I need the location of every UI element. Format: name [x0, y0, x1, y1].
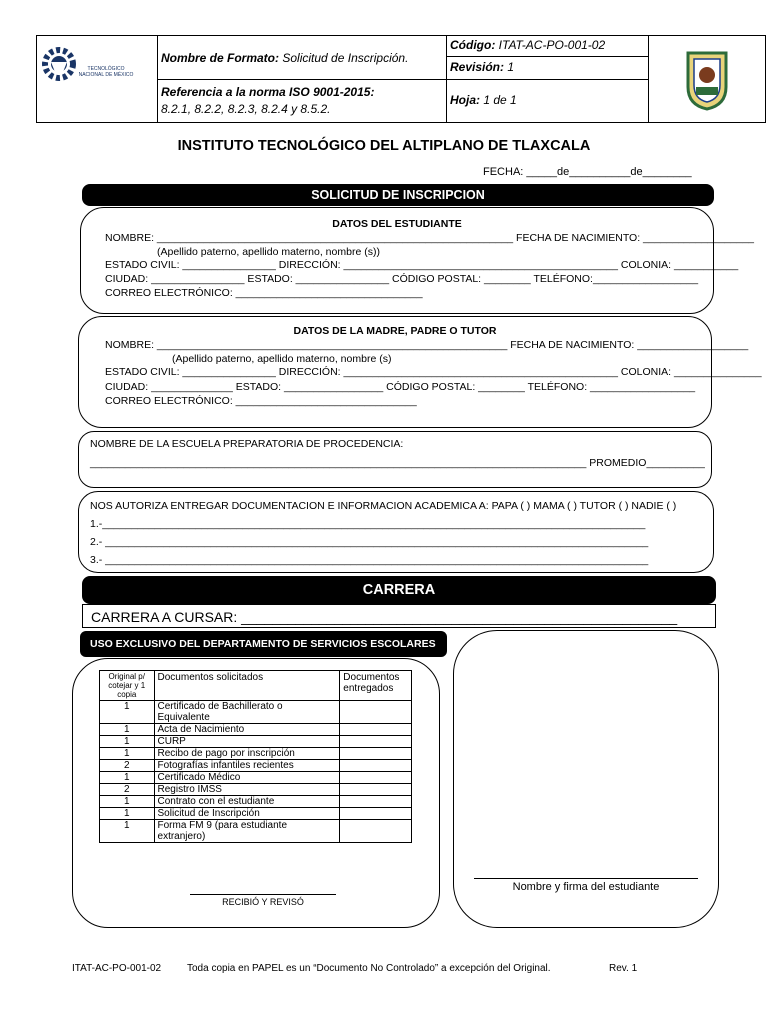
tutor-direccion-line[interactable]: ESTADO CIVIL: ________________ DIRECCIÓN: _______________________________________________ COLONIA: _______________: [105, 366, 762, 378]
footer-rev: Rev. 1: [609, 963, 638, 974]
footer-code: ITAT-AC-PO-001-02: [72, 963, 162, 974]
row-doc: Contrato con el estudiante: [154, 796, 340, 808]
authorization-line-2[interactable]: 2.- _____________________________________________________________________________________________: [90, 536, 649, 548]
student-signature-label: Nombre y firma del estudiante: [512, 881, 660, 893]
recibio-label: RECIBIÓ Y REVISÓ: [222, 897, 304, 907]
row-doc: Certificado Médico: [154, 772, 340, 784]
header-codigo-cell: [447, 36, 649, 57]
carrera-line[interactable]: CARRERA A CURSAR: ________________________________________________________: [91, 609, 678, 625]
authorization-line-1[interactable]: 1.-_____________________________________________________________________________________________: [90, 518, 646, 530]
school-line[interactable]: _____________________________________________________________________________________ PROMEDIO__________: [90, 457, 705, 469]
header-hoja-cell: [447, 80, 649, 123]
row-doc: Acta de Nacimiento: [154, 724, 340, 736]
row-qty: 1: [100, 796, 155, 808]
table-row: [100, 808, 412, 820]
row-qty: 2: [100, 760, 155, 772]
student-data-title: DATOS DEL ESTUDIANTE: [332, 218, 462, 230]
hoja-label: Hoja:: [450, 93, 480, 107]
header-documentos-entregados: Documentos entregados: [340, 671, 412, 701]
header-revision-cell: [447, 57, 649, 80]
header-documentos-solicitados: Documentos solicitados: [154, 671, 340, 701]
row-qty: 1: [100, 772, 155, 784]
tutor-nombre-line[interactable]: NOMBRE: ____________________________________________________________ FECHA DE NACIMIENTO: ___________________: [105, 339, 749, 351]
revision-value: 1: [507, 60, 515, 74]
authorization-line-3[interactable]: 3.- _____________________________________________________________________________________________: [90, 554, 649, 566]
row-check[interactable]: [340, 760, 412, 772]
tutor-ciudad-line[interactable]: CIUDAD: ______________ ESTADO: _________________ CÓDIGO POSTAL: ________ TELÉFONO: __________________: [105, 381, 696, 393]
row-check[interactable]: [340, 820, 412, 843]
formato-label: Nombre de Formato:: [161, 51, 280, 65]
solicitud-title-bar: SOLICITUD DE INSCRIPCION: [82, 184, 714, 206]
table-row: [100, 701, 412, 724]
row-check[interactable]: [340, 808, 412, 820]
document-header: [36, 35, 766, 123]
school-label: NOMBRE DE LA ESCUELA PREPARATORIA DE PROCEDENCIA:: [90, 438, 404, 450]
row-qty: 1: [100, 748, 155, 760]
row-doc: Registro IMSS: [154, 784, 340, 796]
authorization-label[interactable]: NOS AUTORIZA ENTREGAR DOCUMENTACION E INFORMACION ACADEMICA A: PAPA ( ) MAMA ( ) TUTOR ( ) NADIE ( ): [90, 500, 677, 512]
tutor-data-title: DATOS DE LA MADRE, PADRE O TUTOR: [293, 325, 497, 337]
row-check[interactable]: [340, 796, 412, 808]
logo-text-2: NACIONAL DE MÉXICO: [78, 72, 134, 78]
student-correo-line[interactable]: CORREO ELECTRÓNICO: ________________________________: [105, 287, 423, 299]
table-row: [100, 820, 412, 843]
student-nombre-line[interactable]: NOMBRE: _____________________________________________________________ FECHA DE NACIMIENTO: ___________________: [105, 232, 754, 244]
table-row: [100, 796, 412, 808]
table-row: [100, 772, 412, 784]
row-qty: 1: [100, 808, 155, 820]
formato-value: Solicitud de Inscripción.: [282, 51, 409, 65]
table-row: [100, 760, 412, 772]
tecnm-logo-icon: [39, 44, 79, 84]
codigo-label: Código:: [450, 38, 496, 52]
student-signature-line[interactable]: [474, 878, 698, 879]
row-doc: Recibo de pago por inscripción: [154, 748, 340, 760]
documents-table: [99, 670, 412, 843]
table-row: [100, 736, 412, 748]
carrera-title-bar: CARRERA: [82, 576, 716, 604]
header-crest-cell: [649, 36, 765, 123]
codigo-value: ITAT-AC-PO-001-02: [498, 38, 606, 52]
row-check[interactable]: [340, 724, 412, 736]
table-row: [100, 724, 412, 736]
row-doc: CURP: [154, 736, 340, 748]
institute-title: INSTITUTO TECNOLÓGICO DEL ALTIPLANO DE TLAXCALA: [177, 138, 591, 154]
student-direccion-line[interactable]: ESTADO CIVIL: ________________ DIRECCIÓN: _______________________________________________ COLONIA: ___________: [105, 259, 739, 271]
row-doc: Forma FM 9 (para estudiante extranjero): [154, 820, 340, 843]
hoja-value: 1 de 1: [483, 93, 517, 107]
header-norma-cell: [158, 80, 447, 123]
row-check[interactable]: [340, 784, 412, 796]
carrera-box: [82, 604, 716, 628]
recibio-signature-line[interactable]: [190, 894, 336, 895]
row-check[interactable]: [340, 772, 412, 784]
header-logo-cell: [37, 36, 158, 123]
tutor-nombre-hint: (Apellido paterno, apellido materno, nombre (s): [172, 353, 392, 365]
revision-label: Revisión:: [450, 60, 505, 74]
institute-crest-icon: [684, 49, 730, 111]
norma-label: Referencia a la norma ISO 9001-2015:: [161, 85, 375, 99]
row-check[interactable]: [340, 736, 412, 748]
header-formato-cell: [158, 36, 447, 80]
documents-table-header: [100, 671, 412, 701]
row-qty: 1: [100, 724, 155, 736]
norma-value: 8.2.1, 8.2.2, 8.2.3, 8.2.4 y 8.5.2.: [161, 102, 331, 116]
uso-exclusivo-bar: USO EXCLUSIVO DEL DEPARTAMENTO DE SERVICIOS ESCOLARES: [80, 631, 447, 657]
row-doc: Fotografías infantiles recientes: [154, 760, 340, 772]
fecha-line: FECHA: _____de__________de________: [483, 166, 692, 178]
student-nombre-hint: (Apellido paterno, apellido materno, nombre (s)): [157, 246, 380, 258]
row-qty: 1: [100, 701, 155, 724]
row-check[interactable]: [340, 748, 412, 760]
tutor-correo-line[interactable]: CORREO ELECTRÓNICO: _______________________________: [105, 395, 417, 407]
header-original: Original p/ cotejar y 1 copia: [100, 671, 155, 701]
row-qty: 2: [100, 784, 155, 796]
row-doc: Certificado de Bachillerato o Equivalente: [154, 701, 340, 724]
student-ciudad-line[interactable]: CIUDAD: ________________ ESTADO: ________________ CÓDIGO POSTAL: ________ TELÉFONO:__________________: [105, 273, 699, 285]
row-doc: Solicitud de Inscripción: [154, 808, 340, 820]
row-check[interactable]: [340, 701, 412, 724]
footer-note: Toda copia en PAPEL es un “Documento No Controlado” a excepción del Original.: [187, 963, 551, 974]
logo-text-1: TECNOLÓGICO: [87, 66, 125, 72]
row-qty: 1: [100, 736, 155, 748]
row-qty: 1: [100, 820, 155, 843]
table-row: [100, 748, 412, 760]
table-row: [100, 784, 412, 796]
